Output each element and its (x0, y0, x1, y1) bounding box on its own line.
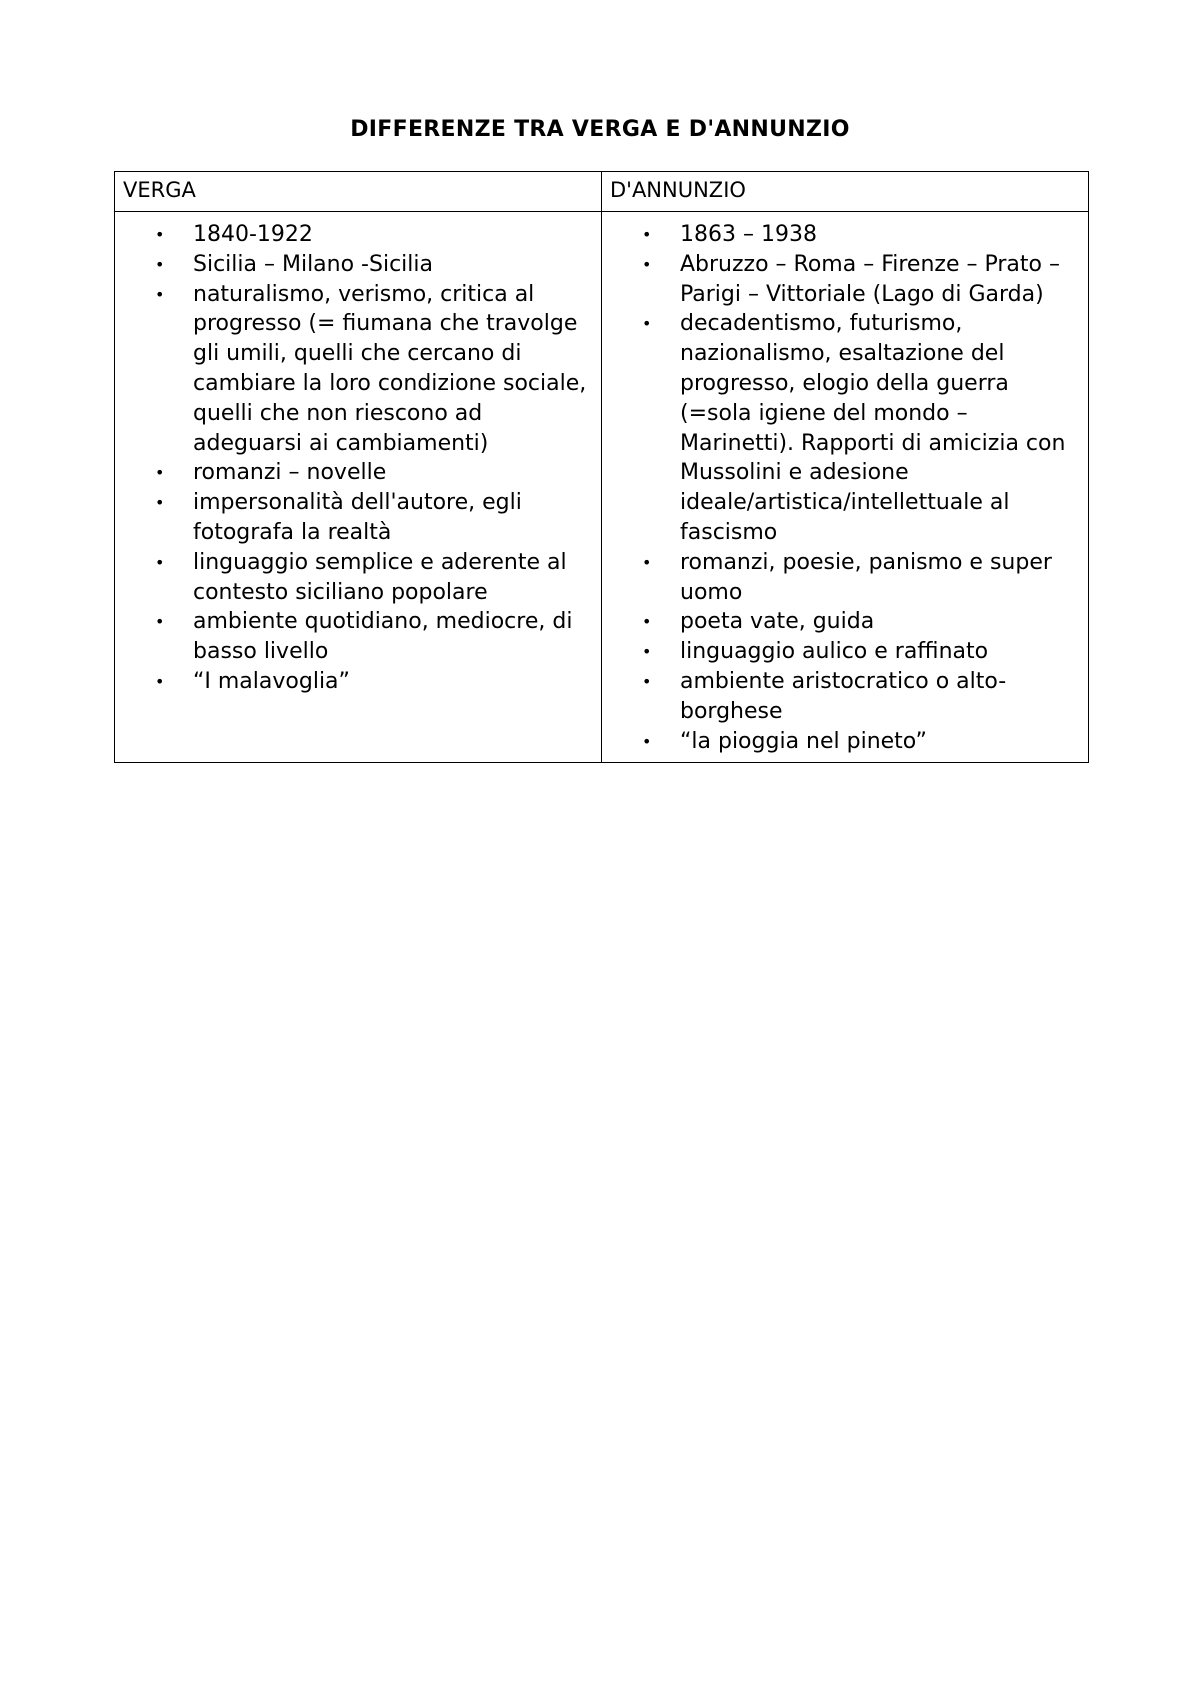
list-item (115, 548, 591, 608)
list-item (602, 607, 1078, 637)
bullet-icon: • (642, 254, 652, 274)
dannunzio-cell (602, 212, 1089, 763)
list-item-text: impersonalità dell'autore, egli fotografa la realtà (193, 490, 522, 545)
comparison-table (114, 171, 1089, 763)
bullet-icon: • (155, 463, 165, 483)
list-item (115, 250, 591, 280)
bullet-icon: • (155, 254, 165, 274)
list-item-text: Sicilia – Milano -Sicilia (193, 251, 433, 277)
verga-cell (115, 212, 602, 763)
list-item (602, 548, 1078, 608)
list-item (602, 220, 1078, 250)
bullet-icon: • (642, 552, 652, 572)
list-item-text: Abruzzo – Roma – Firenze – Prato – Parigi – Vittoriale (Lago di Garda) (680, 251, 1060, 307)
list-item-text: decadentismo, futurismo, nazionalismo, esaltazione del progresso, elogio della guerra (=sola igiene del mondo – Marinetti). Rapporti di amicizia con Mussolini e adesione ideale/artistica/intellettuale al fascismo (680, 311, 1066, 545)
list-item (602, 727, 1078, 757)
list-item (115, 607, 591, 667)
bullet-icon: • (155, 552, 165, 572)
list-item-text: naturalismo, verismo, critica al progresso (= fiumana che travolge gli umili, quelli che cercano di cambiare la loro condizione sociale, quelli che non riescono ad adeguarsi ai cambiamenti) (193, 281, 587, 456)
page-title: DIFFERENZE TRA VERGA E D'ANNUNZIO (350, 117, 850, 142)
list-item-text: “I malavoglia” (193, 668, 350, 694)
list-item (115, 667, 591, 697)
bullet-icon: • (155, 671, 165, 691)
list-item-text: “la pioggia nel pineto” (680, 728, 927, 754)
list-item-text: ambiente aristocratico o alto-borghese (680, 668, 1007, 724)
bullet-icon: • (642, 671, 652, 691)
list-item (602, 637, 1078, 667)
verga-list (115, 220, 591, 697)
list-item-text: poeta vate, guida (680, 609, 875, 635)
bullet-icon: • (642, 612, 652, 632)
list-item (115, 220, 591, 250)
bullet-icon: • (155, 225, 165, 244)
column-header-dannunzio: D'ANNUNZIO (602, 172, 1089, 212)
list-item-text: romanzi – novelle (193, 460, 387, 486)
bullet-icon: • (642, 314, 652, 334)
bullet-icon: • (155, 612, 165, 632)
bullet-icon: • (155, 493, 165, 513)
list-item-text: 1863 – 1938 (680, 222, 817, 247)
list-item (602, 250, 1078, 310)
list-item (115, 280, 591, 459)
column-header-verga: VERGA (115, 172, 602, 212)
bullet-icon: • (642, 225, 652, 244)
list-item-text: linguaggio semplice e aderente al contesto siciliano popolare (193, 549, 567, 605)
list-item-text: linguaggio aulico e raffinato (680, 639, 989, 665)
bullet-icon: • (642, 642, 652, 662)
bullet-icon: • (155, 284, 165, 304)
dannunzio-list (602, 220, 1078, 756)
list-item-text: 1840-1922 (193, 222, 313, 247)
list-item (602, 309, 1078, 547)
table-row (115, 212, 1089, 763)
list-item (115, 488, 591, 548)
list-item-text: ambiente quotidiano, mediocre, di basso livello (193, 609, 573, 665)
table-header-row (115, 172, 1089, 212)
list-item (602, 667, 1078, 727)
list-item-text: romanzi, poesie, panismo e super uomo (680, 549, 1052, 605)
list-item (115, 458, 591, 488)
bullet-icon: • (642, 731, 652, 751)
